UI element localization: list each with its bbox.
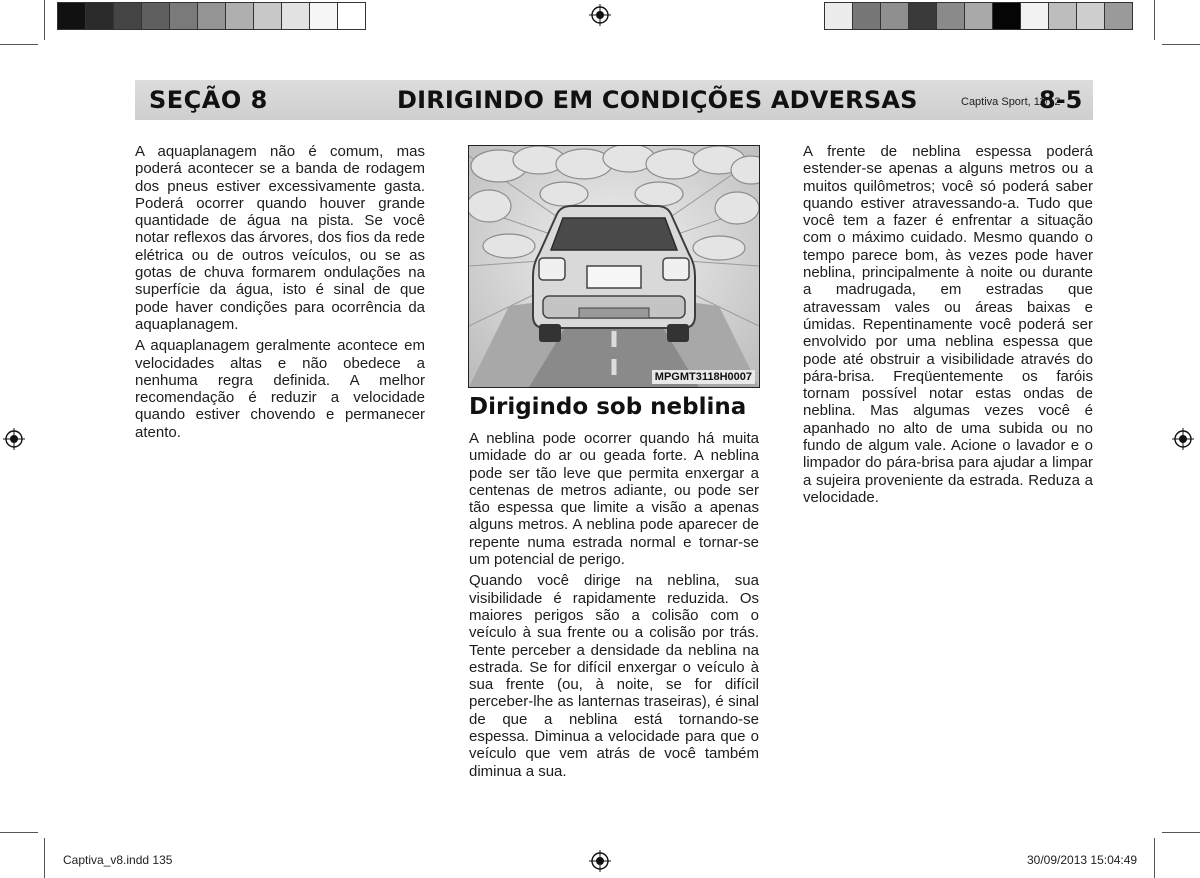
chapter-title: DIRIGINDO EM CONDIÇÕES ADVERSAS: [397, 86, 918, 114]
figure-code: MPGMT3118H0007: [652, 370, 755, 384]
registration-mark-icon: [1172, 428, 1194, 450]
footer-timestamp: 30/09/2013 15:04:49: [1027, 853, 1138, 867]
color-swatch: [85, 2, 113, 30]
left-column: [135, 143, 425, 445]
color-swatch: [1020, 2, 1048, 30]
crop-mark: [1154, 0, 1155, 40]
crop-mark: [44, 838, 45, 878]
paragraph: A neblina pode ocorrer quando há muita umidade do ar ou geada forte. A neblina pode ser tão leve que permita enxergar a centenas de metros adiante, ou pode ser tão espessa que limite a visão a apenas alguns metros. A neblina pode aparecer de repente numa estrada normal e tornar-se um potencial de perigo.: [469, 430, 759, 569]
color-swatch: [225, 2, 253, 30]
color-swatch: [1076, 2, 1104, 30]
crop-mark: [44, 0, 45, 40]
color-calibration-bar-left: [57, 2, 366, 30]
fog-driving-illustration: [468, 145, 760, 388]
color-swatch: [1048, 2, 1076, 30]
registration-mark-icon: [3, 428, 25, 450]
crop-mark: [0, 44, 38, 45]
paragraph: A aquaplanagem não é comum, mas poderá acontecer se a banda de rodagem dos pneus estiver excessivamente gasta. Poderá ocorrer quando houver grande quantidade de água na pista. Se você notar reflexos das árvores, dos fios da rede elétrica ou de outros veículos, ou se as gotas de chuva formarem ondulações na superfície da água, isto é sinal de que pode haver condições para ocorrência da aquaplanagem.: [135, 143, 425, 333]
footer-file-info: Captiva_v8.indd 135: [63, 853, 173, 867]
section-heading: Dirigindo sob neblina: [469, 394, 747, 420]
section-number: SEÇÃO 8: [149, 86, 268, 114]
color-swatch: [852, 2, 880, 30]
color-swatch: [309, 2, 337, 30]
color-swatch: [253, 2, 281, 30]
paragraph: Quando você dirige na neblina, sua visibilidade é rapidamente reduzida. Os maiores perigos são a colisão com o veículo à sua frente ou a colisão por trás. Tente perceber a densidade da neblina na estrada. Se for difícil enxergar o veículo à sua frente (ou, à noite, se for difícil perceber-lhe as lanternas traseiras), é sinal de que a neblina está tornando-se espessa. Diminua a velocidade para que o veículo que vem atrás de você também diminua a sua.: [469, 572, 759, 780]
color-swatch: [197, 2, 225, 30]
right-column: [803, 143, 1093, 510]
color-swatch: [169, 2, 197, 30]
page-number: 8-5: [1039, 86, 1083, 114]
color-swatch: [1104, 2, 1133, 30]
color-swatch: [964, 2, 992, 30]
color-swatch: [141, 2, 169, 30]
color-swatch: [113, 2, 141, 30]
model-reference: Captiva Sport, 11/12: [961, 96, 1061, 108]
crop-mark: [1162, 44, 1200, 45]
page-header: [135, 80, 1093, 120]
car-in-fog-icon: [469, 146, 759, 387]
color-swatch: [936, 2, 964, 30]
color-swatch: [337, 2, 366, 30]
color-swatch: [908, 2, 936, 30]
paragraph: A aquaplanagem geralmente acontece em velocidades altas e não obedece a nenhuma regra definida. A melhor recomendação é reduzir a velocidade quando estiver chovendo e permanecer atento.: [135, 337, 425, 441]
color-swatch: [880, 2, 908, 30]
color-calibration-bar-right: [824, 2, 1133, 30]
crop-mark: [1154, 838, 1155, 878]
crop-mark: [0, 832, 38, 833]
crop-mark: [1162, 832, 1200, 833]
color-swatch: [281, 2, 309, 30]
color-swatch: [57, 2, 85, 30]
middle-column: [469, 430, 759, 784]
registration-mark-icon: [589, 850, 611, 872]
paragraph: A frente de neblina espessa poderá estender-se apenas a alguns metros ou a muitos quilômetros; você só poderá saber quando estiver atravessando-a. Tudo que você tem a fazer é enfrentar a situação com o máximo cuidado. Mesmo quando o tempo parece bom, às vezes pode haver neblina, principalmente à noite ou durante a madrugada, em estradas que atravessam vales ou áreas baixas e úmidas. Repentinamente você poderá ser envolvido por uma neblina espessa que pode até obstruir a visibilidade através do pára-brisa. Freqüentemente os faróis tornam possível notar estas ondas de neblina. Mas algumas vezes você é apanhado no alto de uma subida ou no fundo de algum vale. Acione o lavador e o limpador do pára-brisa para ajudar a limpar a sujeira proveniente da estrada. Reduza a velocidade.: [803, 143, 1093, 506]
color-swatch: [824, 2, 852, 30]
registration-mark-icon: [589, 4, 611, 26]
color-swatch: [992, 2, 1020, 30]
